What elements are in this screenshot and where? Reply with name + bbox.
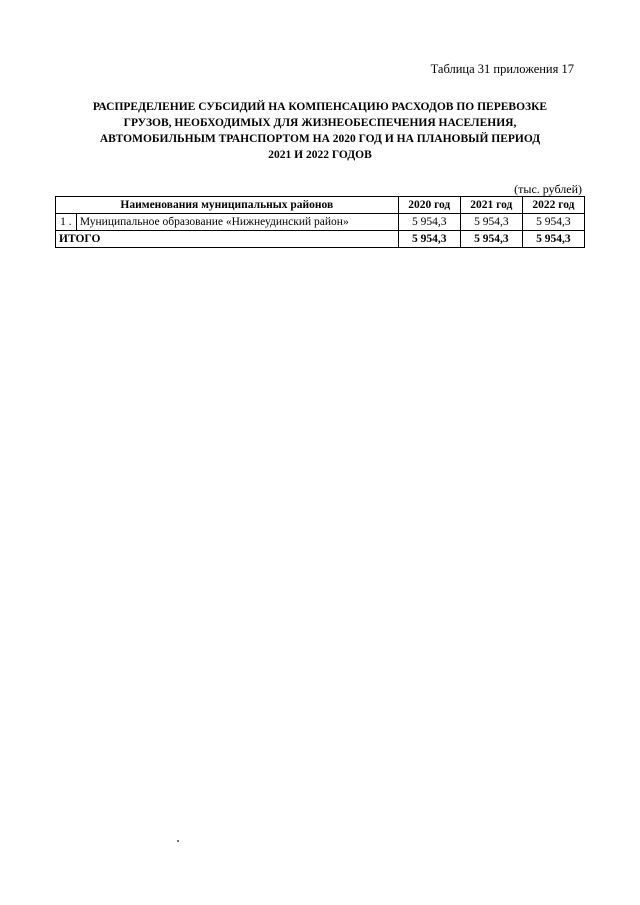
subsidies-table <box>55 196 585 248</box>
header-2022: 2022 год <box>522 197 584 214</box>
row-district-name: Муниципальное образование «Нижнеудинский район» <box>76 214 398 231</box>
annex-reference: Таблица 31 приложения 17 <box>430 62 574 76</box>
title-line: 2021 И 2022 ГОДОВ <box>268 149 372 161</box>
total-value-2022: 5 954,3 <box>522 231 584 248</box>
header-2021: 2021 год <box>460 197 522 214</box>
title-line: ГРУЗОВ, НЕОБХОДИМЫХ ДЛЯ ЖИЗНЕОБЕСПЕЧЕНИЯ НАСЕЛЕНИЯ, <box>123 117 517 129</box>
table-row <box>56 214 585 231</box>
page-mark <box>177 840 179 842</box>
row-value-2021: 5 954,3 <box>460 214 522 231</box>
row-number: 1 . <box>56 214 77 231</box>
document-title <box>50 99 590 163</box>
title-line: АВТОМОБИЛЬНЫМ ТРАНСПОРТОМ НА 2020 ГОД И НА ПЛАНОВЫЙ ПЕРИОД <box>99 133 541 145</box>
header-2020: 2020 год <box>398 197 460 214</box>
total-value-2020: 5 954,3 <box>398 231 460 248</box>
total-label: ИТОГО <box>56 231 399 248</box>
row-value-2020: 5 954,3 <box>398 214 460 231</box>
table-header-row <box>56 197 585 214</box>
total-value-2021: 5 954,3 <box>460 231 522 248</box>
units-label: (тыс. рублей) <box>514 182 582 196</box>
row-value-2022: 5 954,3 <box>522 214 584 231</box>
header-municipal-districts: Наименования муниципальных районов <box>56 197 399 214</box>
total-row <box>56 231 585 248</box>
title-line: РАСПРЕДЕЛЕНИЕ СУБСИДИЙ НА КОМПЕНСАЦИЮ РАСХОДОВ ПО ПЕРЕВОЗКЕ <box>92 101 548 113</box>
